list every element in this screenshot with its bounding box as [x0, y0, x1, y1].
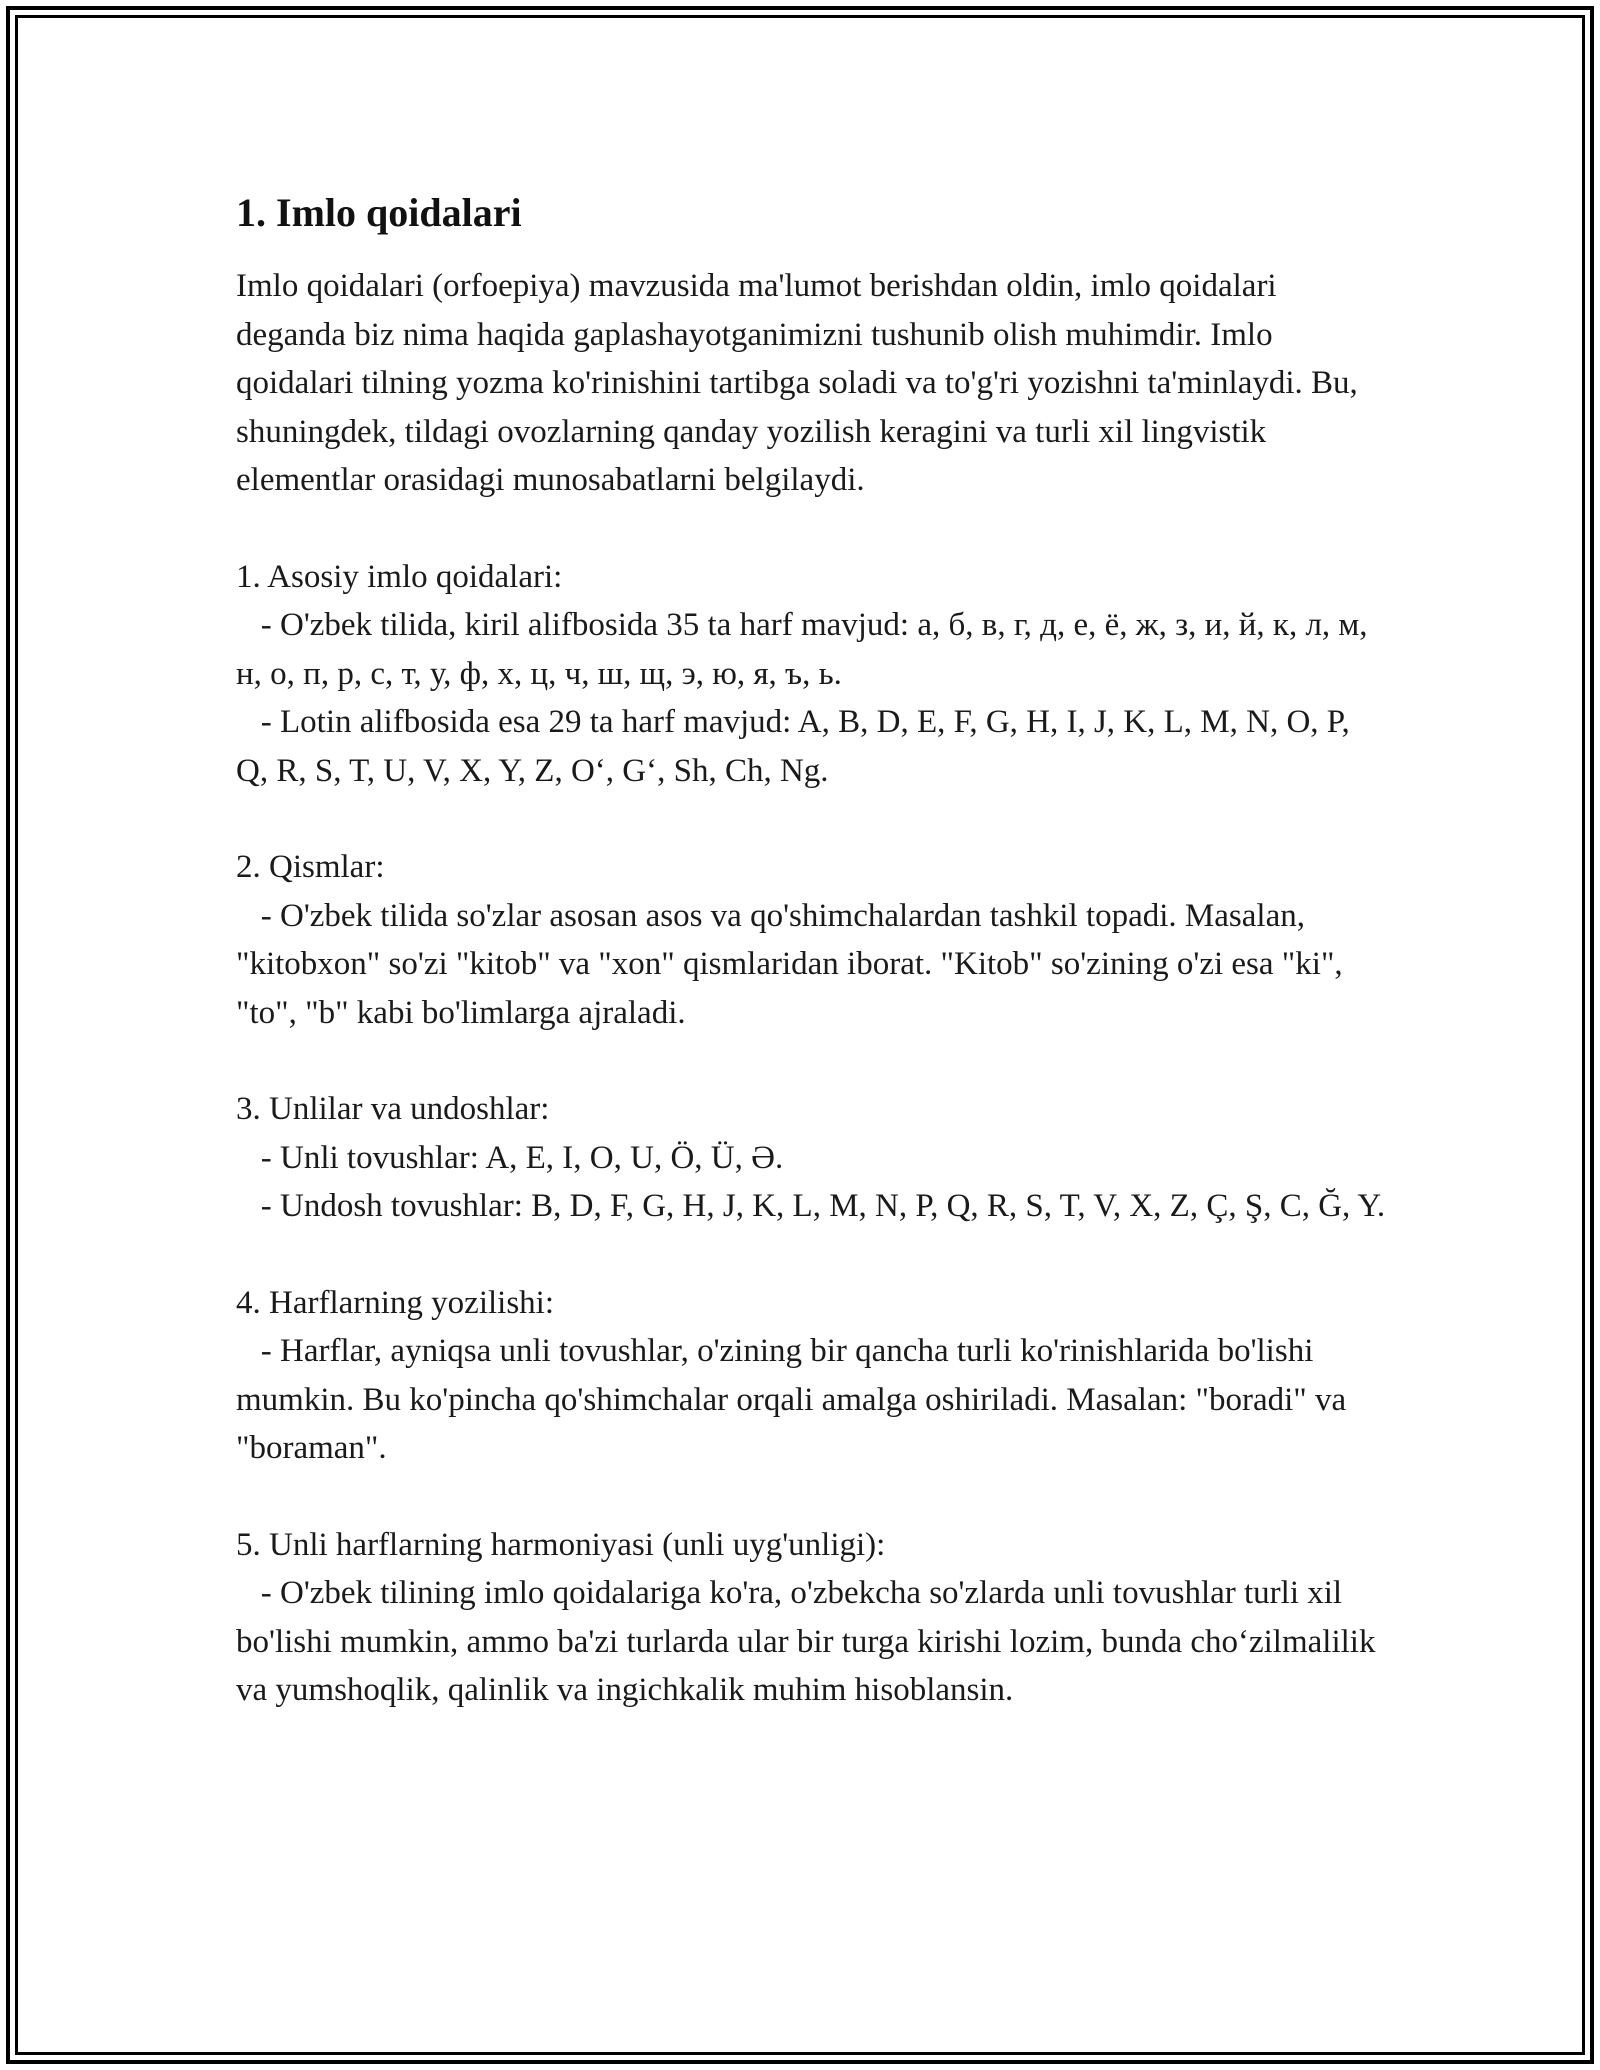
- section-asosiy-imlo-qoidalari: [236, 553, 1386, 796]
- section-item: - Lotin alifbosida esa 29 ta harf mavjud: A, B, D, E, F, G, H, I, J, K, L, M, N, O, P, Q, R, S, T, U, V, X, Y, Z, O‘, G‘, Sh, Ch, Ng.: [236, 704, 1358, 789]
- section-item: - Unli tovushlar: A, E, I, O, U, Ö, Ü, Ə.: [236, 1139, 784, 1176]
- section-heading: 3. Unlilar va undoshlar:: [236, 1091, 550, 1127]
- section-unlilar-va-undoshlar: [236, 1085, 1386, 1231]
- page-title: 1. Imlo qoidalari: [236, 190, 522, 235]
- section-heading: 2. Qismlar:: [236, 849, 385, 885]
- section-item: - O'zbek tilining imlo qoidalariga ko'ra, o'zbekcha so'zlarda unli tovushlar turli xil bo'lishi mumkin, ammo ba'zi turlarda ular bir turga kirishi lozim, bunda cho‘zilmalilik va yumshoqlik, qalinlik va ingichkalik muhim hisoblansin.: [236, 1575, 1384, 1708]
- section-heading: 5. Unli harflarning harmoniyasi (unli uyg'unligi):: [236, 1526, 886, 1563]
- section-item: - Undosh tovushlar: B, D, F, G, H, J, K, L, M, N, P, Q, R, S, T, V, X, Z, Ç, Ş, C, Ğ, Y.: [236, 1188, 1386, 1224]
- intro-paragraph: Imlo qoidalari (orfoepiya) mavzusida ma'lumot berishdan oldin, imlo qoidalari deganda biz nima haqida gaplashayotganimizni tushunib olish muhimdir. Imlo qoidalari tilning yozma ko'rinishini tartibga soladi va to'g'ri yozishni ta'minlaydi. Bu, shuningdek, tildagi ovozlarning qanday yozilish keragini va turli xil lingvistik elementlar orasidagi munosabatlarni belgilaydi.: [236, 268, 1367, 498]
- section-item: - Harflar, ayniqsa unli tovushlar, o'zining bir qancha turli ko'rinishlarida bo'lishi mumkin. Bu ko'pincha qo'shimchalar orqali amalga oshiriladi. Masalan: "boradi" va "boraman".: [236, 1333, 1355, 1466]
- section-harflarning-yozilishi: [236, 1279, 1386, 1473]
- document-body: [236, 186, 1386, 1763]
- section-item: - O'zbek tilida so'zlar asosan asos va qo'shimchalardan tashkil topadi. Masalan, "kitobxon" so'zi "kitob" va "xon" qismlaridan iborat. "Kitob" so'zining o'zi esa "ki", "to", "b" kabi bo'limlarga ajraladi.: [236, 897, 1351, 1031]
- section-qismlar: [236, 843, 1386, 1037]
- section-heading: 4. Harflarning yozilishi:: [236, 1284, 555, 1321]
- section-item: - O'zbek tilida, kiril alifbosida 35 ta harf mavjud: а, б, в, г, д, е, ё, ж, з, и, й, к, л, м, н, о, п, р, с, т, у, ф, х, ц, ч, ш, щ, э, ю, я, ъ, ь.: [236, 607, 1376, 692]
- section-heading: 1. Asosiy imlo qoidalari:: [236, 558, 563, 595]
- section-unli-harmoniya: [236, 1521, 1386, 1715]
